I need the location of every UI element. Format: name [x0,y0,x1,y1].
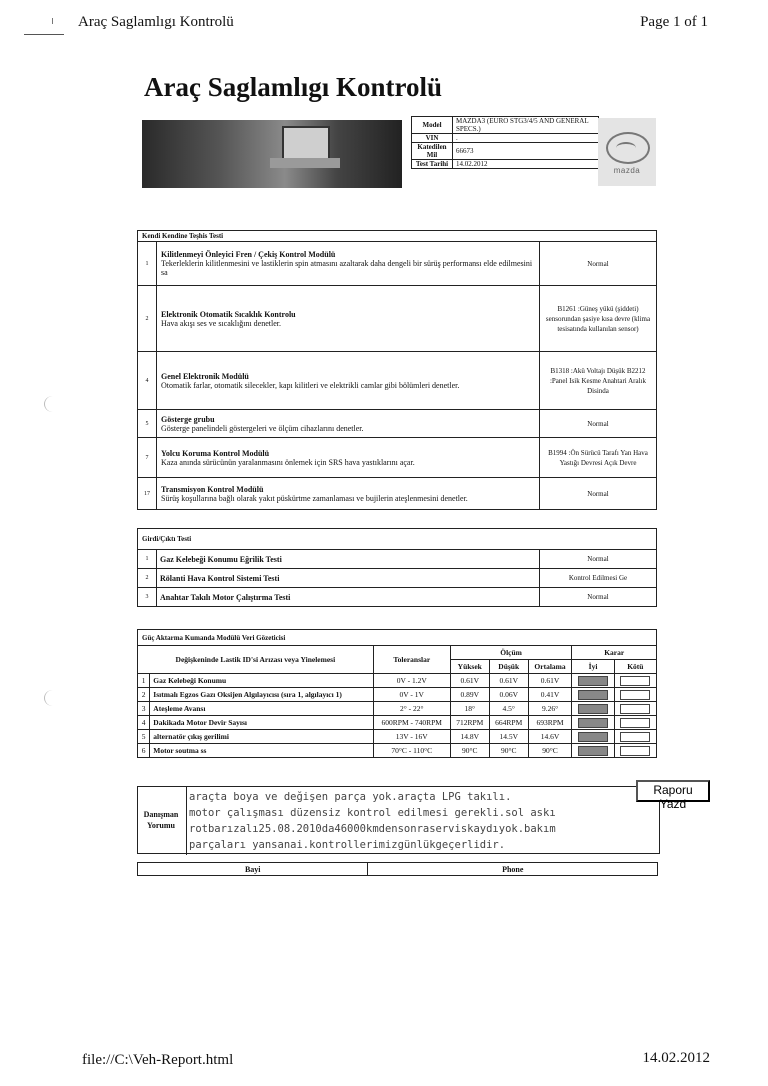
test-name: Gaz Kelebeği Konumu Eğrilik Testi [157,550,540,569]
module-desc: Hava akışı ses ve sıcaklığını denetler. [161,318,281,328]
table-row [138,716,657,730]
mazda-wordmark: mazda [613,166,641,175]
param-tolerance: 2° - 22° [373,702,450,716]
module-result: Normal [540,242,657,286]
param-avg: 9.26° [528,702,572,716]
footer-date: 14.02.2012 [642,1050,710,1066]
param-tolerance: 13V - 16V [373,730,450,744]
module-desc: Kaza anında sürücünün yaralanmasını önlemek için SRS hava yastıklarını açar. [161,457,415,467]
module-name: Genel Elektronik Modülü [161,371,249,381]
browser-header-page: Page 1 of 1 [640,14,708,30]
comment-line: parçaları yansanai.kontrollerimizgünlükgeçerlidir. [189,839,506,851]
punch-hole-mark [44,690,61,706]
laptop-screen-icon [282,126,330,160]
table-row [138,588,657,607]
row-number: 4 [138,352,157,410]
row-number: 2 [138,688,150,702]
good-indicator [578,718,608,728]
measurement-header: Ölçüm [450,646,572,660]
pcm-data-table [137,629,657,758]
param-avg: 90°C [528,744,572,758]
table-row [138,702,657,716]
handwritten-mark [24,34,64,35]
bad-indicator [620,732,650,742]
param-tolerance: 600RPM - 740RPM [373,716,450,730]
param-low: 0.61V [489,674,528,688]
row-number: 3 [138,702,150,716]
row-number: 3 [138,588,157,607]
table-row [138,569,657,588]
row-number: 5 [138,730,150,744]
row-number: 6 [138,744,150,758]
table-row [138,352,657,410]
model-value: MAZDA3 (EURO STG3/4/5 AND GENERAL SPECS.) [453,117,599,134]
comment-line: rotbarızalı25.08.2010da46000kmdensonraserviskaydıyok.bakım [189,823,556,835]
self-diagnosis-table [137,230,657,510]
print-report-button[interactable]: Raporu Yazd [636,780,710,802]
good-indicator [578,676,608,686]
advisor-comment-box [137,786,660,854]
param-avg: 14.6V [528,730,572,744]
punch-hole-mark [44,396,61,412]
model-label: Model [412,117,453,134]
vin-label: VIN [412,134,453,143]
browser-header-title: Araç Saglamlıgı Kontrolü [78,14,234,30]
advisor-comment-text[interactable] [186,787,661,855]
param-tolerance: 0V - 1.2V [373,674,450,688]
param-tolerance: 0V - 1V [373,688,450,702]
row-number: 17 [138,478,157,510]
diagnostic-photo [142,120,402,188]
bad-indicator [620,676,650,686]
good-header: İyi [572,660,614,674]
good-indicator [578,732,608,742]
param-tolerance: 70°C - 110°C [373,744,450,758]
row-number: 5 [138,410,157,438]
row-number: 1 [138,242,157,286]
test-result: Normal [540,588,657,607]
laptop-base-icon [270,158,340,168]
row-number: 4 [138,716,150,730]
param-name: Gaz Kelebeği Konumu [150,674,373,688]
handwritten-mark [52,18,59,24]
table-row [138,410,657,438]
table-row [138,550,657,569]
test-date-value: 14.02.2012 [453,160,599,169]
test-name: Anahtar Takılı Motor Çalıştırma Testi [157,588,540,607]
param-name: Isıtmalı Egzos Gazı Oksijen Algılayıcısı (sıra 1, algılayıcı 1) [150,688,373,702]
low-header: Düşük [489,660,528,674]
table-row [138,744,657,758]
module-desc: Tekerleklerin kilitlenmesini ve lastiklerin spin atmasını azaltarak daha dengeli bir sürüş performansı elde edilmesini sa [161,259,533,277]
mazda-wing-icon [616,142,636,154]
table-row [138,674,657,688]
param-name: Motor soutma ss [150,744,373,758]
param-high: 0.89V [450,688,489,702]
module-result: Normal [540,410,657,438]
io-test-title: Girdi/Çıktı Testi [138,529,657,550]
param-high: 0.61V [450,674,489,688]
param-low: 664RPM [489,716,528,730]
param-avg: 0.61V [528,674,572,688]
table-row [138,438,657,478]
avg-header: Ortalama [528,660,572,674]
table-row [138,286,657,352]
table-row [138,730,657,744]
param-name: alternatör çıkış gerilimi [150,730,373,744]
param-avg: 693RPM [528,716,572,730]
param-high: 14.8V [450,730,489,744]
param-header: Değişkeninde Lastik ID'si Arızası veya Yinelemesi [138,646,374,674]
dealer-table [137,862,658,876]
vin-value: . [453,134,599,143]
mazda-logo [598,118,656,186]
param-low: 90°C [489,744,528,758]
comment-line: motor çalışması düzensiz kontrol edilmesi gerekli.sol askı [189,807,556,819]
test-result: Normal [540,550,657,569]
bad-indicator [620,718,650,728]
good-indicator [578,704,608,714]
report-title: Araç Saglamlıgı Kontrolü [144,72,443,102]
param-low: 14.5V [489,730,528,744]
comment-line: araçta boya ve değişen parça yok.araçta LPG takılı. [189,791,512,803]
mileage-value: 66673 [453,143,599,160]
module-result: B1261 :Güneş yükü (şiddeti) sensorundan şasiye kısa devre (klima tesisatında kullanılan sensor) [540,286,657,352]
module-result: B1318 :Akü Voltajı Düşük B2212 :Panel Isik Kesme Anahtari Aralık Disinda [540,352,657,410]
bad-indicator [620,690,650,700]
module-result: B1994 :Ön Sürücü Tarafı Yan Hava Yastığı Devresi Açık Devre [540,438,657,478]
row-number: 1 [138,550,157,569]
module-name: Gösterge grubu [161,414,215,424]
good-indicator [578,746,608,756]
module-name: Yolcu Koruma Kontrol Modülü [161,448,270,458]
vehicle-info-table [411,116,599,169]
param-avg: 0.41V [528,688,572,702]
module-name: Elektronik Otomatik Sıcaklık Kontrolu [161,309,296,319]
test-result: Kontrol Edilmesi Ge [540,569,657,588]
high-header: Yüksek [450,660,489,674]
bad-header: Kötü [614,660,656,674]
row-number: 2 [138,569,157,588]
module-result: Normal [540,478,657,510]
mileage-label: Katedilen Mil [412,143,453,160]
table-row [138,478,657,510]
param-name: Dakikada Motor Devir Sayısı [150,716,373,730]
param-high: 90°C [450,744,489,758]
good-indicator [578,690,608,700]
self-diagnosis-title: Kendi Kendine Teşhis Testi [138,231,657,242]
phone-label: Phone [368,863,658,876]
tolerance-header: Toleranslar [373,646,450,674]
decision-header: Karar [572,646,657,660]
module-desc: Otomatik farlar, otomatik silecekler, kapı kilitleri ve elektrikli camlar gibi bölümleri denetler. [161,380,460,390]
param-low: 0.06V [489,688,528,702]
row-number: 1 [138,674,150,688]
footer-file-path: file://C:\Veh-Report.html [82,1052,234,1068]
param-low: 4.5° [489,702,528,716]
row-number: 2 [138,286,157,352]
io-test-table [137,528,657,607]
dealer-label: Bayi [138,863,368,876]
table-row [138,688,657,702]
pcm-title: Güç Aktarma Kumanda Modülü Veri Gözeticisi [138,630,657,646]
test-date-label: Test Tarihi [412,160,453,169]
module-name: Kilitlenmeyi Önleyici Fren / Çekiş Kontrol Modülü [161,250,336,259]
param-high: 712RPM [450,716,489,730]
module-desc: Gösterge panelindeli göstergeleri ve ölçüm cihazlarını denetler. [161,423,364,433]
module-desc: Sürüş koşullarına bağlı olarak yakıt püskürtme zamanlaması ve bujilerin ateşlenmesini denetler. [161,493,468,503]
module-name: Transmisyon Kontrol Modülü [161,484,264,494]
row-number: 7 [138,438,157,478]
test-name: Rölanti Hava Kontrol Sistemi Testi [157,569,540,588]
advisor-comment-label: Danışman Yorumu [143,810,179,830]
bad-indicator [620,704,650,714]
table-row [138,242,657,286]
param-high: 18° [450,702,489,716]
bad-indicator [620,746,650,756]
param-name: Ateşleme Avansı [150,702,373,716]
